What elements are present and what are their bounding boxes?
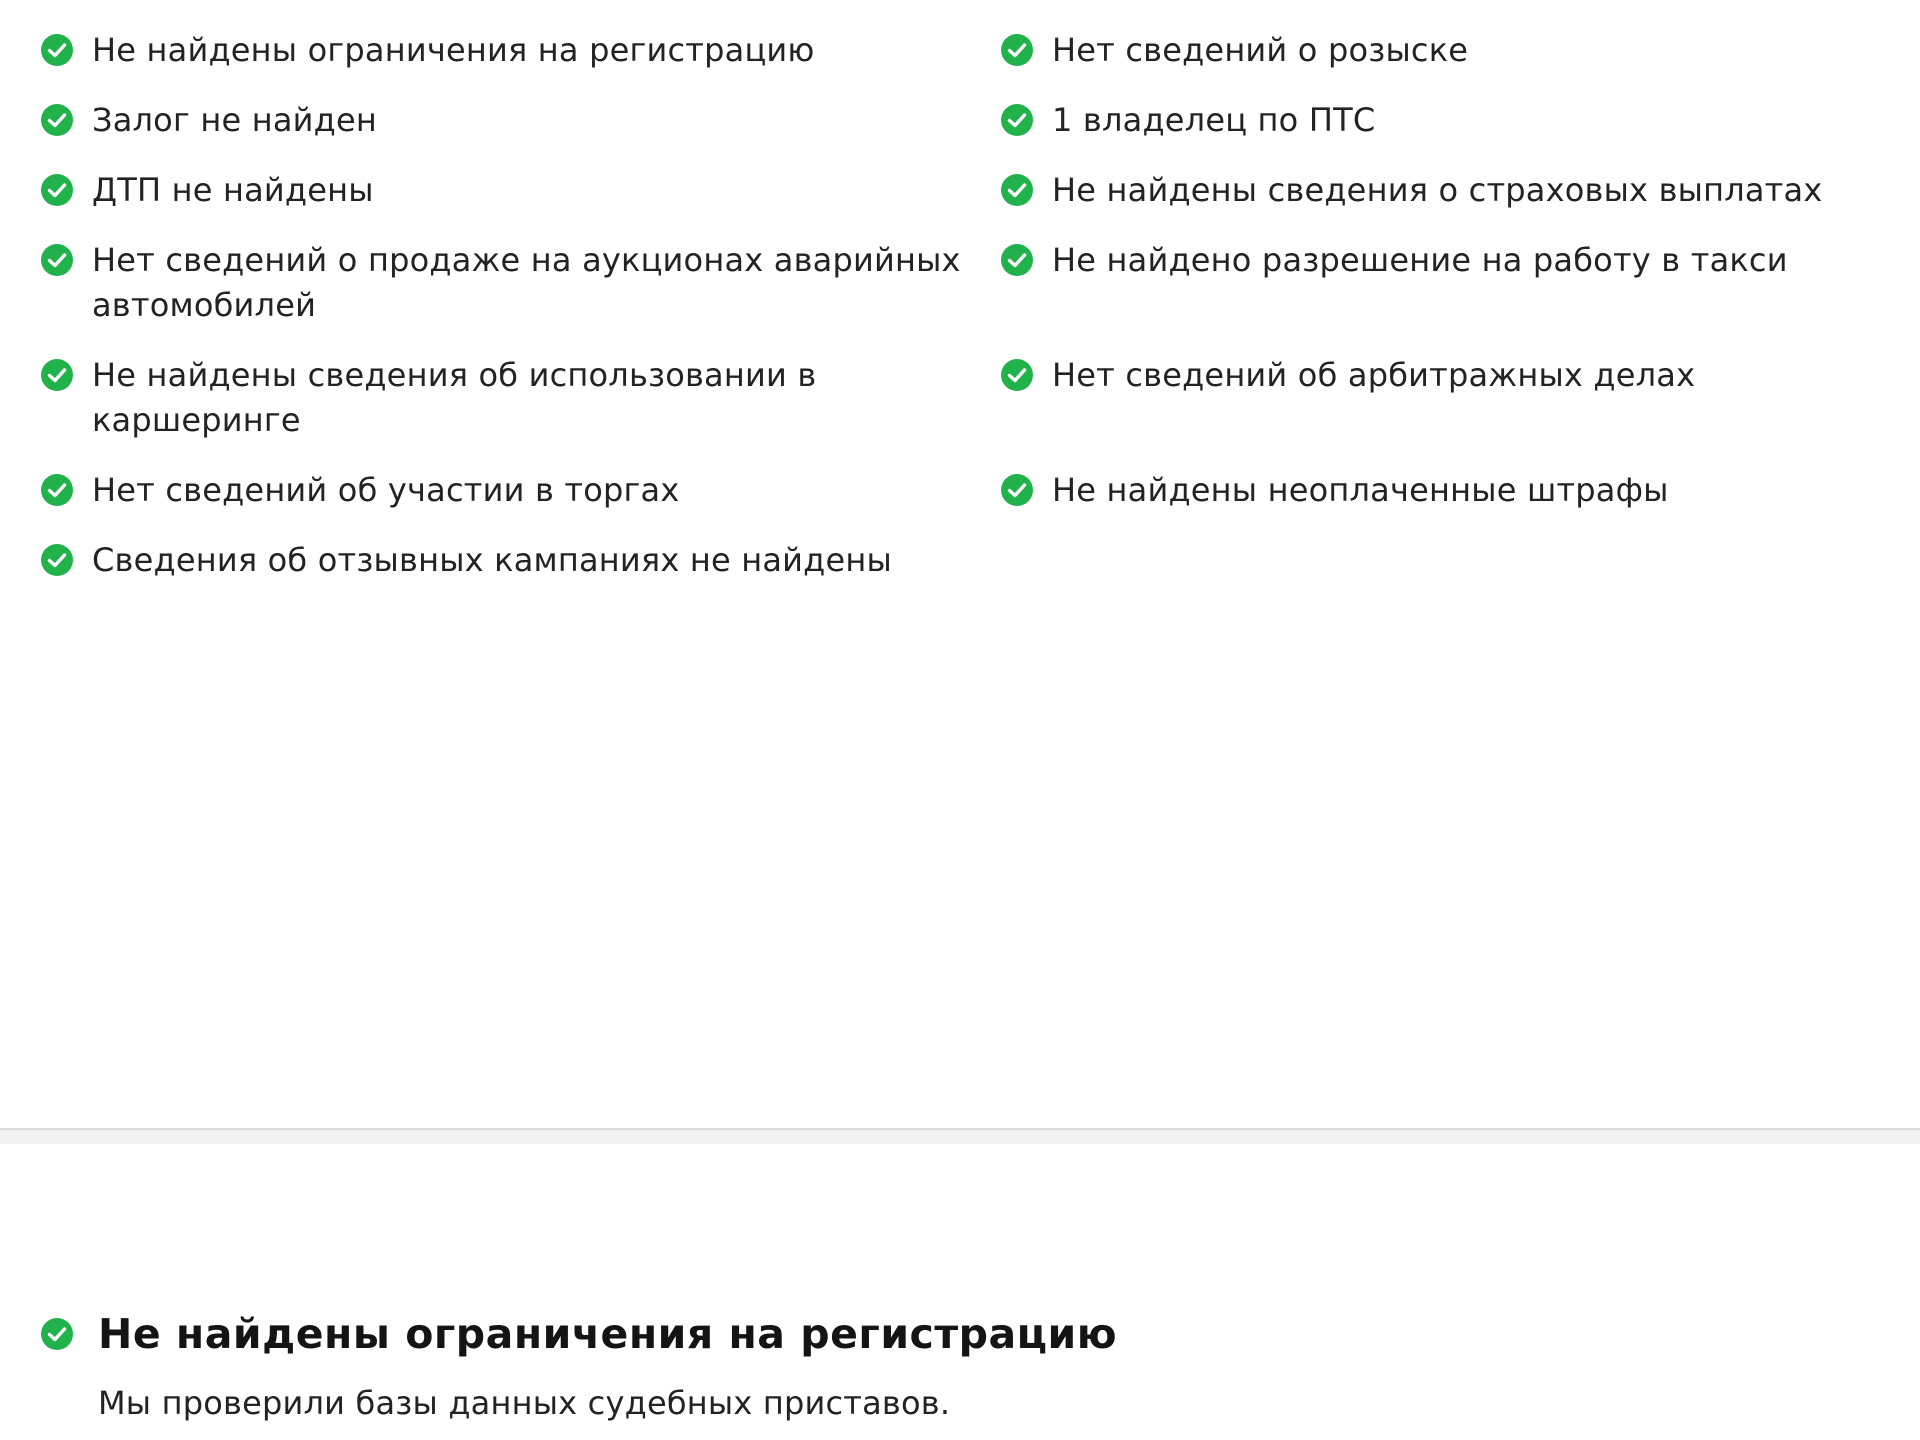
check-item [40, 168, 1000, 238]
check-circle-icon [1000, 103, 1034, 137]
check-item-label: Залог не найден [92, 101, 377, 139]
check-detail-title: Не найдены ограничения на регистрацию [98, 1310, 1118, 1358]
check-item-label: ДТП не найдены [92, 171, 374, 209]
check-item [1000, 28, 1880, 98]
check-item [1000, 98, 1880, 168]
check-item-label: Нет сведений об арбитражных делах [1052, 356, 1696, 394]
check-detail-section [40, 1310, 1880, 1422]
check-circle-icon [40, 103, 74, 137]
check-item-label: 1 владелец по ПТС [1052, 101, 1376, 139]
check-circle-icon [40, 243, 74, 277]
check-circle-icon [1000, 173, 1034, 207]
check-item-label: Не найдены сведения о страховых выплатах [1052, 171, 1823, 209]
check-item-label: Нет сведений о розыске [1052, 31, 1469, 69]
check-circle-icon [40, 543, 74, 577]
check-item [1000, 168, 1880, 238]
check-item [40, 28, 1000, 98]
check-item-label: Сведения об отзывных кампаниях не найдены [92, 541, 892, 579]
check-circle-icon [40, 33, 74, 67]
check-item [40, 468, 1000, 538]
check-circle-icon [1000, 243, 1034, 277]
check-circle-icon [1000, 33, 1034, 67]
check-item [40, 538, 1000, 608]
check-item-label: Не найдены неоплаченные штрафы [1052, 471, 1669, 509]
checks-summary-grid [40, 28, 1880, 608]
check-item [40, 238, 1000, 353]
check-item-label: Не найдены сведения об использовании в каршеринге [92, 356, 817, 439]
check-item-label: Не найдены ограничения на регистрацию [92, 31, 815, 69]
check-item-label: Нет сведений о продаже на аукционах аварийных автомобилей [92, 241, 961, 324]
check-circle-icon [40, 1317, 74, 1351]
check-item [1000, 353, 1880, 468]
section-divider [0, 1128, 1920, 1144]
check-item-label: Нет сведений об участии в торгах [92, 471, 680, 509]
check-item [1000, 468, 1880, 538]
check-detail-description: Мы проверили базы данных судебных приставов. [98, 1384, 951, 1422]
check-item [1000, 238, 1880, 353]
check-detail-header [40, 1310, 1880, 1358]
check-circle-icon [1000, 473, 1034, 507]
check-circle-icon [40, 173, 74, 207]
check-item-label: Не найдено разрешение на работу в такси [1052, 241, 1788, 279]
check-circle-icon [40, 473, 74, 507]
check-circle-icon [40, 358, 74, 392]
check-item [40, 353, 1000, 468]
check-item [40, 98, 1000, 168]
check-circle-icon [1000, 358, 1034, 392]
